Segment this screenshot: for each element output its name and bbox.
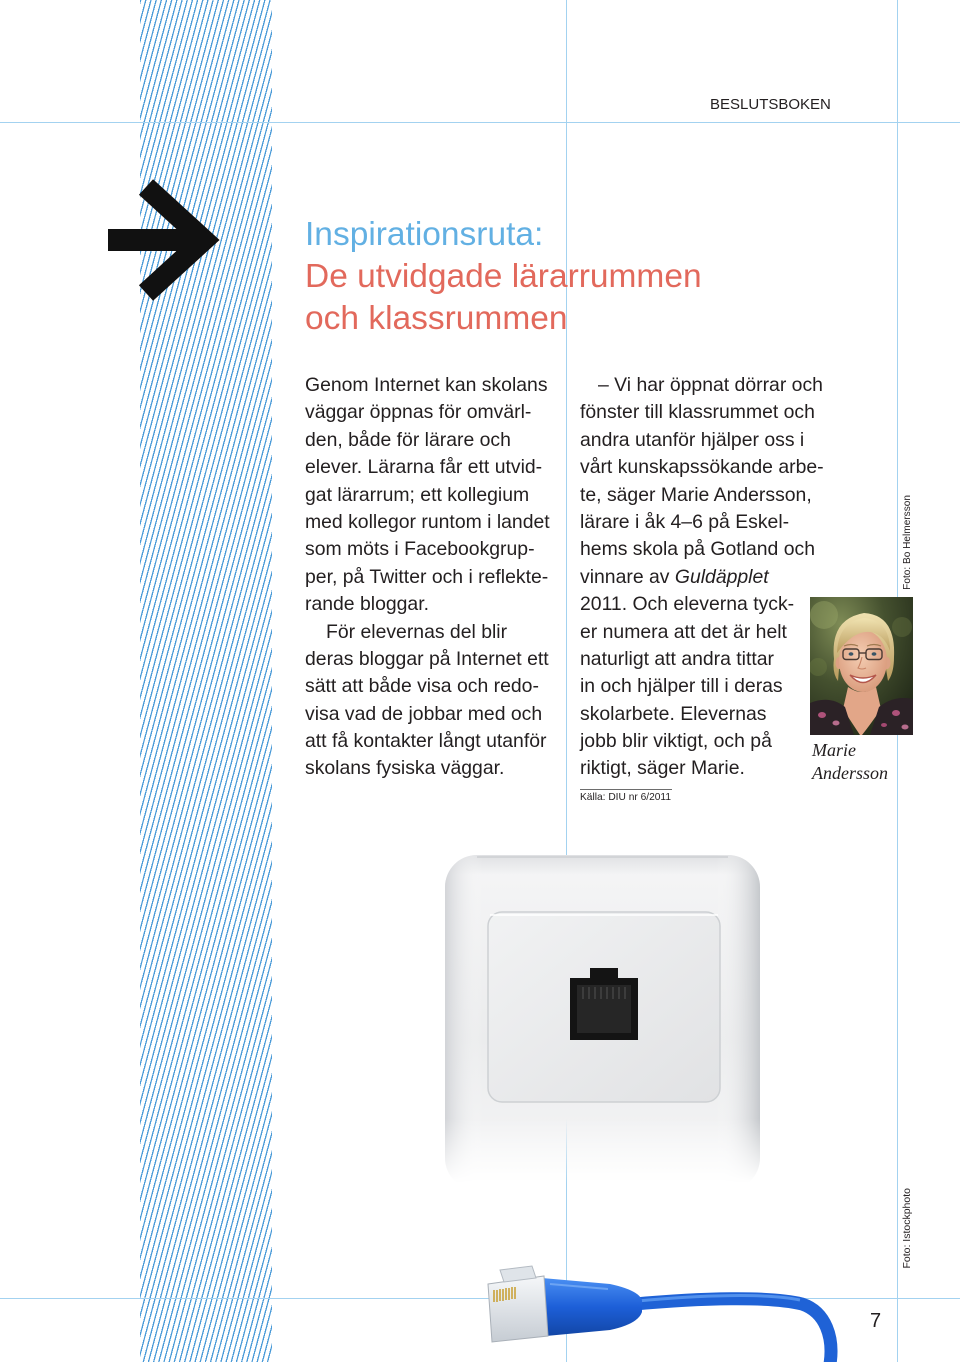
title-line: Inspirationsruta: xyxy=(305,216,544,253)
section-label: BESLUTSBOKEN xyxy=(710,96,831,113)
text-line: – Vi har öppnat dörrar och xyxy=(598,374,823,396)
text-line: per, på Twitter och i reflekte- xyxy=(305,565,549,588)
quote-column xyxy=(580,372,824,783)
text-line: deras bloggar på Internet ett xyxy=(305,647,549,670)
text-line: att få kontakter långt utanför xyxy=(305,730,547,753)
caption-line: Andersson xyxy=(812,763,888,783)
text-line: riktigt, säger Marie. xyxy=(580,757,745,780)
caption-line: Marie xyxy=(812,740,856,760)
title-line: och klassrummen xyxy=(305,300,568,337)
text-line: jobb blir viktigt, och på xyxy=(580,730,772,753)
title-line: De utvidgade lärarrummen xyxy=(305,258,702,295)
arrow-right-icon xyxy=(100,175,225,305)
intro-column xyxy=(305,372,550,783)
source-divider xyxy=(580,789,672,790)
text-line: er numera att det är helt xyxy=(580,620,787,643)
text-line: te, säger Marie Andersson, xyxy=(580,483,812,506)
text-line: 2011. Och eleverna tyck- xyxy=(580,593,795,616)
portrait-photo xyxy=(810,597,913,735)
portrait-photo-credit: Foto: Bo Helmersson xyxy=(902,495,913,590)
portrait-caption xyxy=(812,739,888,785)
text-line: För elevernas del blir xyxy=(326,620,508,643)
text-segment: vinnare av xyxy=(580,565,675,588)
text-line: med kollegor runtom i landet xyxy=(305,510,550,533)
text-line xyxy=(580,564,824,591)
text-line: väggar öppnas för omvärl- xyxy=(305,401,532,424)
network-cable-photo xyxy=(470,1240,910,1362)
text-line: vårt kunskapssökande arbe- xyxy=(580,456,824,479)
text-line: skolarbete. Elevernas xyxy=(580,702,767,725)
page-title xyxy=(305,214,702,340)
text-line: lärare i åk 4–6 på Eskel- xyxy=(580,510,790,533)
network-socket-photo xyxy=(430,845,780,1205)
text-line: rande bloggar. xyxy=(305,593,429,616)
text-line: hems skola på Gotland och xyxy=(580,538,815,561)
text-line: in och hjälper till i deras xyxy=(580,675,783,698)
intro-paragraph xyxy=(305,619,550,783)
text-line: naturligt att andra tittar xyxy=(580,647,775,670)
text-line: Genom Internet kan skolans xyxy=(305,374,548,396)
text-line: sätt att både visa och redo- xyxy=(305,675,539,698)
source-citation: Källa: DIU nr 6/2011 xyxy=(580,792,671,803)
page-number: 7 xyxy=(870,1310,882,1332)
text-line: den, både för lärare och xyxy=(305,428,511,451)
socket-photo-credit: Foto: Istockphoto xyxy=(901,1188,913,1269)
text-line: skolans fysiska väggar. xyxy=(305,757,505,780)
text-line: fönster till klassrummet och xyxy=(580,401,815,424)
award-name: Guldäpplet xyxy=(674,565,769,588)
guide-line-top xyxy=(0,122,960,123)
text-line: som möts i Facebookgrup- xyxy=(305,538,535,561)
text-line: elever. Lärarna får ett utvid- xyxy=(305,456,543,479)
text-line: gat lärarrum; ett kollegium xyxy=(305,483,530,506)
intro-paragraph xyxy=(305,372,550,619)
text-line: visa vad de jobbar med och xyxy=(305,702,543,725)
text-line: andra utanför hjälper oss i xyxy=(580,428,805,451)
